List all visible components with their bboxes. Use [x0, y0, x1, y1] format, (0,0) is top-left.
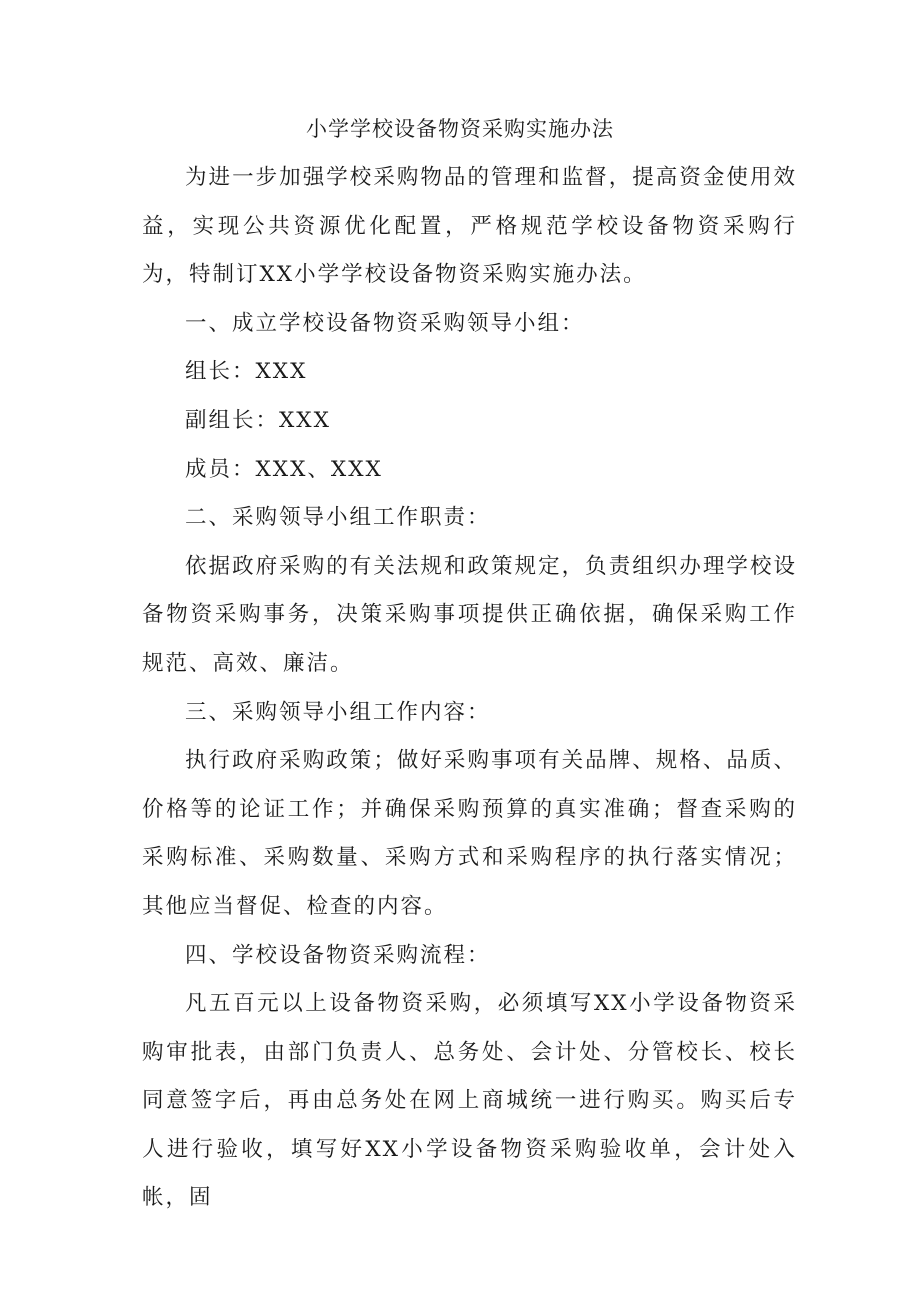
- line-group-leader: 组长：XXX: [185, 359, 308, 385]
- heading-section-3: 三、采购领导小组工作内容：: [185, 699, 491, 725]
- line-members: 成员：XXX、XXX: [185, 456, 383, 482]
- document-body: [142, 154, 797, 1223]
- heading-section-2: 二、采购领导小组工作职责：: [185, 505, 491, 531]
- paragraph-work-content: 执行政府采购政策；做好采购事项有关品牌、规格、品质、价格等的论证工作；并确保采购预算的真实准确；督查采购的采购标准、采购数量、采购方式和采购程序的执行落实情况；其他应当督促、检查的内容。: [142, 748, 797, 919]
- heading-section-4: 四、学校设备物资采购流程：: [185, 942, 491, 968]
- paragraph-intro: 为进一步加强学校采购物品的管理和监督，提高资金使用效益，实现公共资源优化配置，严格规范学校设备物资采购行为，特制订XX小学学校设备物资采购实施办法。: [142, 165, 797, 288]
- paragraph-duties: 依据政府采购的有关法规和政策规定，负责组织办理学校设备物资采购事务，决策采购事项提供正确依据，确保采购工作规范、高效、廉洁。: [142, 553, 797, 676]
- heading-section-1: 一、成立学校设备物资采购领导小组：: [185, 310, 585, 336]
- line-deputy-leader: 副组长：XXX: [185, 407, 331, 433]
- document-title: 小学学校设备物资采购实施办法: [306, 117, 614, 141]
- paragraph-procedure: 凡五百元以上设备物资采购，必须填写XX小学设备物资采购审批表，由部门负责人、总务处、会计处、分管校长、校长同意签字后，再由总务处在网上商城统一进行购买。购买后专人进行验收，填写好XX小学设备物资采购验收单，会计处入帐，固: [142, 991, 797, 1211]
